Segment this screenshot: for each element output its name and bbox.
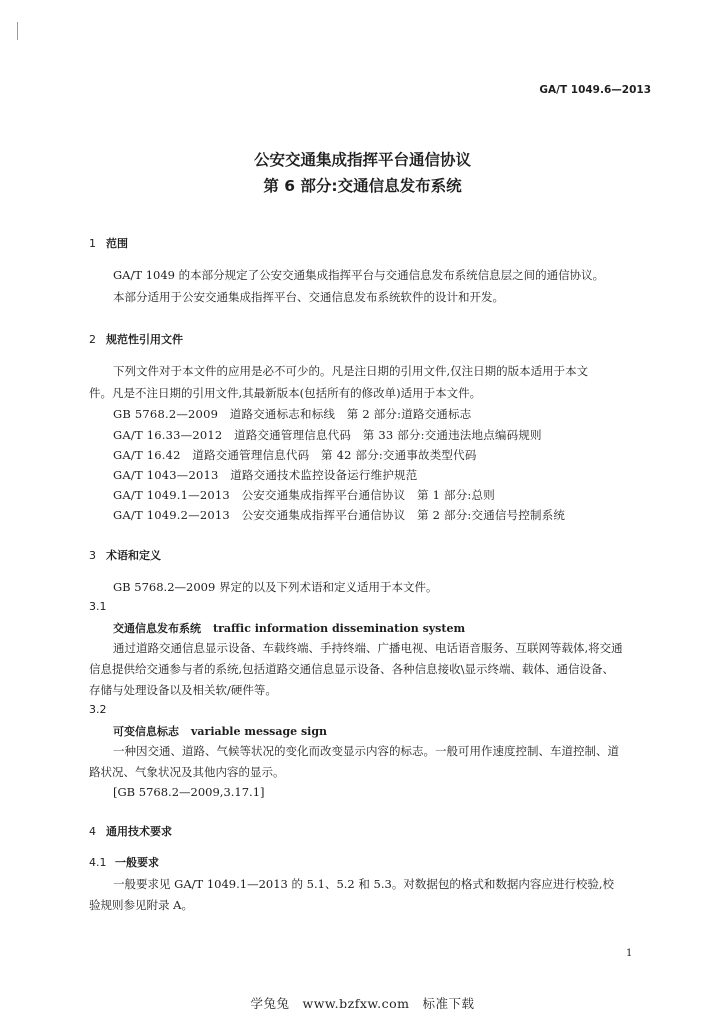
term-english: traffic information dissemination system [213, 622, 466, 635]
term-chinese: 可变信息标志 [113, 725, 179, 738]
reference-item: GA/T 16.33—2012 道路交通管理信息代码 第 33 部分:交通违法地点编码规则 [113, 428, 542, 442]
term-3-1-number: 3.1 [89, 600, 107, 613]
scan-fold-mark [17, 22, 18, 40]
standard-number: GA/T 1049.6—2013 [539, 84, 651, 96]
page-number: 1 [626, 948, 633, 959]
reference-item: GA/T 16.42 道路交通管理信息代码 第 42 部分:交通事故类型代码 [113, 448, 477, 462]
watermark-footer: 学兔兔 www.bzfxw.com 标准下载 [250, 996, 475, 1011]
section-1-paragraph-2: 本部分适用于公安交通集成指挥平台、交通信息发布系统软件的设计和开发。 [113, 290, 504, 304]
section-2-intro-line-2: 件。凡是不注日期的引用文件,其最新版本(包括所有的修改单)适用于本文件。 [89, 386, 482, 400]
term-english: variable message sign [191, 725, 328, 738]
reference-item: GA/T 1049.1—2013 公安交通集成指挥平台通信协议 第 1 部分:总则 [113, 488, 495, 502]
term-3-1-title [113, 620, 465, 636]
section-1-paragraph-1: GA/T 1049 的本部分规定了公安交通集成指挥平台与交通信息发布系统信息层之间的通信协议。 [113, 268, 605, 282]
section-3-intro: GB 5768.2—2009 界定的以及下列术语和定义适用于本文件。 [113, 580, 438, 594]
section-number: 4 [89, 825, 96, 838]
subsection-4-1-heading [89, 854, 159, 870]
term-3-2-definition-line-2: 路状况、气象状况及其他内容的显示。 [89, 765, 285, 779]
section-1-heading [89, 235, 128, 251]
section-title: 术语和定义 [106, 549, 161, 562]
subsection-number: 4.1 [89, 856, 107, 869]
term-3-1-definition-line-3: 存储与处理设备以及相关软/硬件等。 [89, 683, 277, 697]
section-3-heading [89, 547, 161, 563]
section-number: 1 [89, 237, 96, 250]
document-title: 公安交通集成指挥平台通信协议 [253, 151, 471, 169]
document-subtitle: 第 6 部分:交通信息发布系统 [263, 177, 462, 195]
term-3-1-definition-line-2: 信息提供给交通参与者的系统,包括道路交通信息显示设备、各种信息接收\显示终端、载体、通信设备、 [89, 662, 615, 676]
term-3-1-definition-line-1: 通过道路交通信息显示设备、车载终端、手持终端、广播电视、电话语音服务、互联网等载体,将交通 [113, 641, 623, 655]
section-4-heading [89, 823, 172, 839]
reference-item: GA/T 1049.2—2013 公安交通集成指挥平台通信协议 第 2 部分:交通信号控制系统 [113, 508, 566, 522]
subsection-title: 一般要求 [115, 856, 159, 869]
reference-item: GA/T 1043—2013 道路交通技术监控设备运行维护规范 [113, 468, 418, 482]
section-title: 通用技术要求 [106, 825, 172, 838]
section-title: 规范性引用文件 [106, 333, 183, 346]
section-title: 范围 [106, 237, 128, 250]
section-number: 3 [89, 549, 96, 562]
section-2-heading [89, 331, 183, 347]
section-2-intro-line-1: 下列文件对于本文件的应用是必不可少的。凡是注日期的引用文件,仅注日期的版本适用于本文 [113, 364, 589, 378]
term-3-2-source-reference: [GB 5768.2—2009,3.17.1] [113, 785, 265, 799]
term-3-2-title [113, 723, 327, 739]
term-3-2-definition-line-1: 一种因交通、道路、气候等状况的变化而改变显示内容的标志。一般可用作速度控制、车道控制、道 [113, 744, 619, 758]
term-chinese: 交通信息发布系统 [113, 622, 201, 635]
section-number: 2 [89, 333, 96, 346]
subsection-4-1-paragraph-line-1: 一般要求见 GA/T 1049.1—2013 的 5.1、5.2 和 5.3。对数据包的格式和数据内容应进行校验,校 [113, 877, 614, 891]
subsection-4-1-paragraph-line-2: 验规则参见附录 A。 [89, 898, 193, 912]
term-3-2-number: 3.2 [89, 703, 107, 716]
reference-item: GB 5768.2—2009 道路交通标志和标线 第 2 部分:道路交通标志 [113, 407, 472, 421]
